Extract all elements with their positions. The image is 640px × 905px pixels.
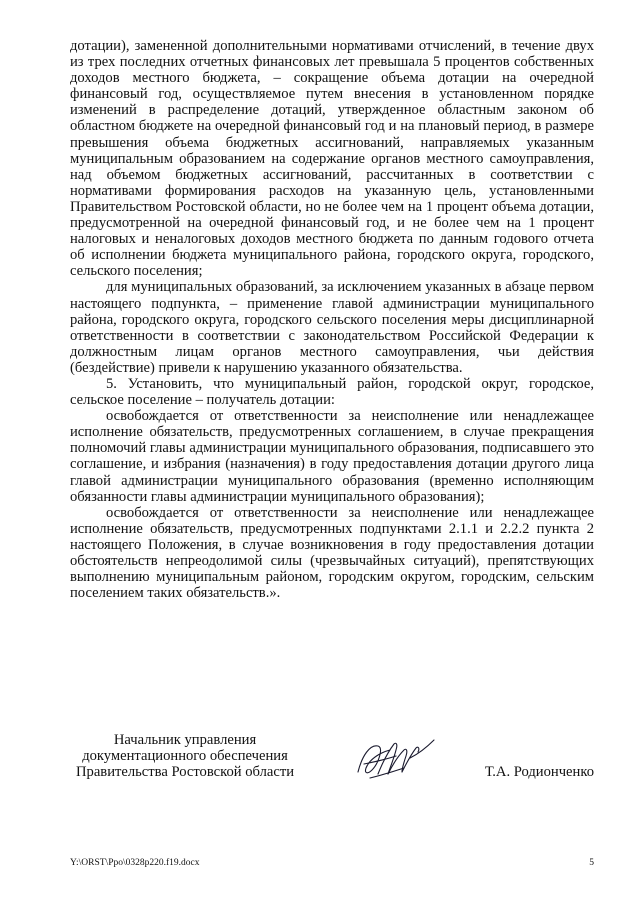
- file-path: Y:\ORST\Ppo\0328p220.f19.docx: [70, 858, 200, 868]
- paragraph-exemption-force-majeure: освобождается от ответственности за неисполнение или ненадлежащее исполнение обязательств, предусмотренных подпунктами 2.1.1 и 2.2.2 пункта 2 настоящего Положения, в случае возникновения в году предоставления дотации обстоятельств непреодолимой силы (чрезвычайных ситуаций), препятствующих выполнению муниципальным районом, городским округом, городским, сельским поселением таких обязательств.».: [70, 504, 594, 602]
- handwritten-signature: [348, 734, 438, 784]
- paragraph-item-5: 5. Установить, что муниципальный район, городской округ, городское, сельское поселение – получатель дотации:: [70, 375, 594, 409]
- paragraph-exemption-head-change: освобождается от ответственности за неисполнение или ненадлежащее исполнение обязательств, предусмотренных соглашением, в случае прекращения полномочий главы администрации муниципального образования, подписавшего это соглашение, и избрания (назначения) в году предоставления дотации другого лица главой администрации муниципального образования (временно исполняющим обязанности главы администрации муниципального образования);: [70, 408, 594, 505]
- signatory-position-line-2: документационного обеспечения: [82, 748, 288, 765]
- signer-name: Т.А. Родионченко: [484, 764, 594, 780]
- paragraph-other-municipalities: для муниципальных образований, за исключением указанных в абзаце первом настоящего подпункта, – применение главой администрации муниципального района, городского округа, городского сельского поселения меры дисциплинарной ответственности в соответствии с законодательством Российской Федерации к должностным лицам органов местного самоуправления, чьи действия (бездействие) привели к нарушению указанного обязательства.: [70, 279, 594, 376]
- signature-block: [70, 732, 594, 792]
- signatory-position-line-3: Правительства Ростовской области: [75, 764, 295, 781]
- page-footer: [70, 857, 594, 871]
- document-body: [70, 38, 594, 601]
- signatory-position: [70, 732, 300, 781]
- page-number: 5: [589, 858, 594, 868]
- signatory-position-line-1: Начальник управления: [113, 732, 257, 748]
- paragraph-continuation: дотации), замененной дополнительными нормативами отчислений, в течение двух из трех последних отчетных финансовых лет превышала 5 процентов собственных доходов местного бюджета, – сокращение объема дотации на очередной финансовый год, осуществляемое путем внесения в установленном порядке изменений в распределение дотаций, утвержденное областным законом об областном бюджете на очередной финансовый год и на плановый период, в размере превышения объема бюджетных ассигнований, направляемых указанным муниципальным образованием на содержание органов местного самоуправления, над объемом бюджетных ассигнований, рассчитанных в соответствии с нормативами формирования расходов на указанную цель, установленными Правительством Ростовской области, но не более чем на 1 процент объема дотации, предусмотренной на очередной финансовый год, и не более чем на 1 процент налоговых и неналоговых доходов местного бюджета по данным годового отчета об исполнении бюджета муниципального района, городского округа, городского, сельского поселения;: [70, 38, 594, 280]
